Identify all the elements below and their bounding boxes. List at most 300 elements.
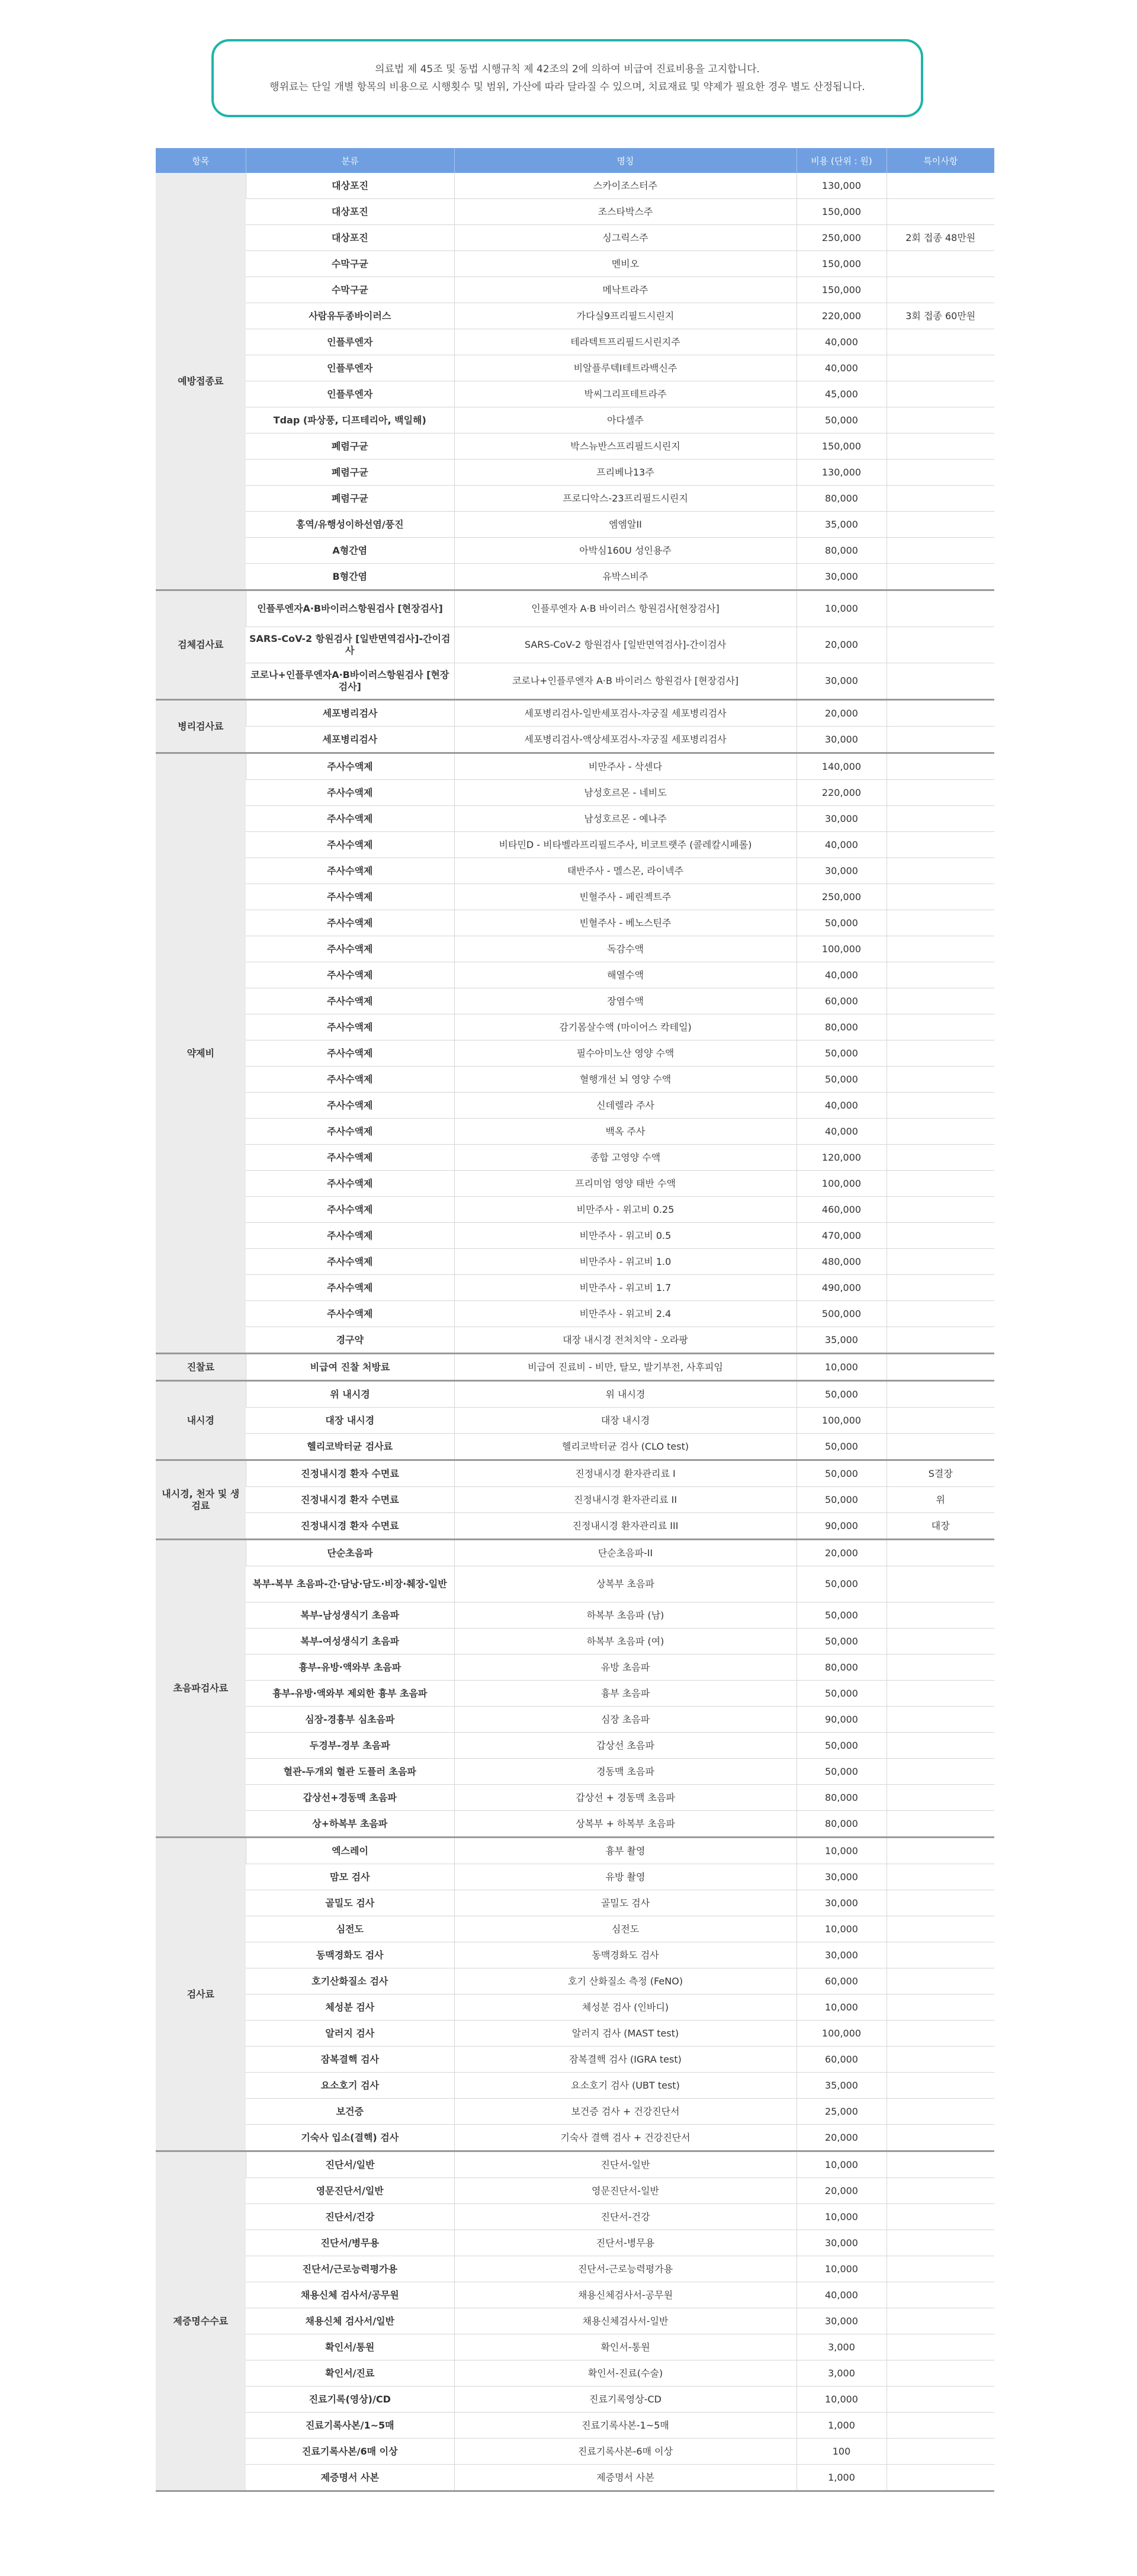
item-name-cell: 보건증 검사 + 건강진단서 [454,2099,796,2125]
classification-cell: 상+하복부 초음파 [246,1811,454,1838]
classification-cell: 인플루엔자A·B바이러스항원검사 [현장검사] [246,590,454,627]
item-name-cell: 확인서-통원 [454,2334,796,2360]
note-cell [887,1014,994,1040]
classification-cell: 경구약 [246,1327,454,1354]
cost-cell: 130,000 [796,460,887,486]
fee-table [156,148,994,2492]
cost-cell: 80,000 [796,538,887,564]
classification-cell: 폐렴구균 [246,486,454,512]
cost-cell: 10,000 [796,1994,887,2021]
note-cell [887,910,994,936]
classification-cell: 심전도 [246,1916,454,1942]
category-cell: 예방접종료 [156,173,246,590]
note-cell [887,1434,994,1460]
table-row [156,1681,994,1707]
note-cell [887,2465,994,2491]
item-name-cell: 혈행개선 뇌 영양 수액 [454,1067,796,1093]
cost-cell: 50,000 [796,1040,887,1067]
note-cell [887,1733,994,1759]
note-cell [887,1629,994,1655]
classification-cell: 진단서/병무용 [246,2230,454,2256]
classification-cell: 혈관-두개외 혈관 도플러 초음파 [246,1759,454,1785]
note-cell: 2회 접종 48만원 [887,225,994,251]
table-row [156,225,994,251]
classification-cell: 맘모 검사 [246,1864,454,1890]
table-row [156,1513,994,1540]
notice-line-2: 행위료는 단일 개별 항목의 비용으로 시행횟수 및 범위, 가산에 따라 달라질 수 있으며, 치료재료 및 약제가 필요한 경우 별도 산정됩니다. [269,81,865,93]
cost-cell: 80,000 [796,486,887,512]
note-cell [887,277,994,303]
header-cost: 비용 (단위 : 원) [796,148,887,173]
table-row [156,2308,994,2334]
cost-cell: 480,000 [796,1249,887,1275]
cost-cell: 10,000 [796,1354,887,1381]
table-row [156,988,994,1014]
note-cell [887,1707,994,1733]
cost-cell: 35,000 [796,1327,887,1354]
classification-cell: 진단서/근로능력평가용 [246,2256,454,2282]
note-cell [887,2439,994,2465]
table-row [156,199,994,225]
classification-cell: 흉부-유방·액와부 초음파 [246,1655,454,1681]
cost-cell: 150,000 [796,251,887,277]
note-cell [887,1681,994,1707]
note-cell [887,1381,994,1408]
cost-cell: 50,000 [796,1733,887,1759]
table-row [156,2282,994,2308]
item-name-cell: 비만주사 - 위고비 2.4 [454,1301,796,1327]
note-cell [887,564,994,590]
cost-cell: 50,000 [796,910,887,936]
table-row [156,1629,994,1655]
note-cell [887,486,994,512]
table-row [156,1354,994,1381]
note-cell: 위 [887,1487,994,1513]
note-cell [887,2230,994,2256]
table-row [156,2204,994,2230]
item-name-cell: 상복부 초음파 [454,1566,796,1602]
cost-cell: 20,000 [796,2125,887,2151]
table-row [156,277,994,303]
table-row [156,251,994,277]
note-cell [887,433,994,460]
cost-cell: 220,000 [796,780,887,806]
table-row [156,753,994,780]
note-cell [887,1145,994,1171]
cost-cell: 10,000 [796,2204,887,2230]
item-name-cell: 경동맥 초음파 [454,1759,796,1785]
classification-cell: 엑스레이 [246,1838,454,1864]
note-cell [887,1811,994,1838]
item-name-cell: 인플루엔자 A·B 바이러스 항원검사[현장검사] [454,590,796,627]
classification-cell: 코로나+인플루엔자A·B바이러스항원검사 [현장검사] [246,663,454,700]
classification-cell: 복부-여성생식기 초음파 [246,1629,454,1655]
note-cell [887,663,994,700]
cost-cell: 30,000 [796,1942,887,1968]
cost-cell: 35,000 [796,512,887,538]
note-cell [887,858,994,884]
item-name-cell: 프리미엄 영양 태반 수액 [454,1171,796,1197]
item-name-cell: 하복부 초음파 (남) [454,1602,796,1629]
item-name-cell: 유방 촬영 [454,1864,796,1890]
item-name-cell: 진정내시경 환자관리료 I [454,1460,796,1487]
table-row [156,512,994,538]
cost-cell: 150,000 [796,199,887,225]
classification-cell: 세포병리검사 [246,700,454,727]
cost-cell: 90,000 [796,1707,887,1733]
table-row [156,303,994,329]
item-name-cell: 대장 내시경 [454,1408,796,1434]
table-row [156,2413,994,2439]
note-cell [887,2282,994,2308]
classification-cell: 대장 내시경 [246,1408,454,1434]
table-row [156,486,994,512]
table-row [156,355,994,381]
table-row [156,1942,994,1968]
cost-cell: 30,000 [796,2308,887,2334]
cost-cell: 50,000 [796,1381,887,1408]
classification-cell: 영문진단서/일반 [246,2178,454,2204]
cost-cell: 50,000 [796,407,887,433]
item-name-cell: 알러지 검사 (MAST test) [454,2021,796,2047]
table-row [156,329,994,355]
cost-cell: 1,000 [796,2413,887,2439]
table-row [156,1759,994,1785]
classification-cell: 대상포진 [246,173,454,199]
note-cell [887,2073,994,2099]
table-row [156,910,994,936]
classification-cell: 주사수액제 [246,753,454,780]
note-cell [887,1968,994,1994]
note-cell: 3회 접종 60만원 [887,303,994,329]
table-row [156,1655,994,1681]
classification-cell: 헬리코박터균 검사료 [246,1434,454,1460]
note-cell [887,329,994,355]
cost-cell: 490,000 [796,1275,887,1301]
note-cell [887,1994,994,2021]
classification-cell: 진료기록사본/6매 이상 [246,2439,454,2465]
cost-cell: 3,000 [796,2334,887,2360]
classification-cell: 주사수액제 [246,1145,454,1171]
cost-cell: 1,000 [796,2465,887,2491]
note-cell [887,1942,994,1968]
item-name-cell: SARS-CoV-2 항원검사 [일반면역검사]-간이검사 [454,627,796,663]
item-name-cell: 진단서-일반 [454,2151,796,2178]
classification-cell: A형간염 [246,538,454,564]
item-name-cell: 비만주사 - 위고비 0.5 [454,1223,796,1249]
classification-cell: SARS-CoV-2 항원검사 [일반면역검사]-간이검사 [246,627,454,663]
table-row [156,1040,994,1067]
item-name-cell: 헬리코박터균 검사 (CLO test) [454,1434,796,1460]
note-cell [887,1119,994,1145]
item-name-cell: 심장 초음파 [454,1707,796,1733]
item-name-cell: 진료기록사본-6매 이상 [454,2439,796,2465]
note-cell [887,1249,994,1275]
table-row [156,1171,994,1197]
note-cell [887,1602,994,1629]
cost-cell: 10,000 [796,2151,887,2178]
note-cell [887,460,994,486]
cost-cell: 40,000 [796,355,887,381]
classification-cell: 주사수액제 [246,1014,454,1040]
item-name-cell: 멘비오 [454,251,796,277]
table-header-row [156,148,994,173]
category-cell: 약제비 [156,753,246,1354]
note-cell [887,1093,994,1119]
item-name-cell: 세포병리검사-일반세포검사-자궁질 세포병리검사 [454,700,796,727]
table-row [156,1838,994,1864]
classification-cell: 대상포진 [246,199,454,225]
note-cell [887,988,994,1014]
item-name-cell: 유박스비주 [454,564,796,590]
table-row [156,1566,994,1602]
note-cell [887,806,994,832]
table-row [156,1275,994,1301]
table-row [156,1602,994,1629]
item-name-cell: 조스타박스주 [454,199,796,225]
classification-cell: 대상포진 [246,225,454,251]
item-name-cell: 감기몸살수액 (마이어스 칵테일) [454,1014,796,1040]
category-cell: 검체검사료 [156,590,246,700]
cost-cell: 100,000 [796,2021,887,2047]
cost-cell: 80,000 [796,1655,887,1681]
item-name-cell: 종합 고영양 수액 [454,1145,796,1171]
item-name-cell: 비만주사 - 삭센다 [454,753,796,780]
note-cell [887,590,994,627]
table-row [156,2073,994,2099]
note-cell [887,2387,994,2413]
note-cell [887,727,994,753]
item-name-cell: 요소호기 검사 (UBT test) [454,2073,796,2099]
category-cell: 초음파검사료 [156,1540,246,1838]
item-name-cell: 확인서-진료(수술) [454,2360,796,2387]
cost-cell: 50,000 [796,1681,887,1707]
cost-cell: 10,000 [796,2256,887,2282]
item-name-cell: 진료기록영상-CD [454,2387,796,2413]
item-name-cell: 비급여 진료비 - 비만, 탈모, 발기부전, 사후피임 [454,1354,796,1381]
table-row [156,1890,994,1916]
table-row [156,1223,994,1249]
notice-line-1: 의료법 제 45조 및 동법 시행규칙 제 42조의 2에 의하여 비급여 진료비용을 고지합니다. [375,63,760,75]
classification-cell: 단순초음파 [246,1540,454,1566]
table-row [156,727,994,753]
table-row [156,663,994,700]
note-cell [887,2151,994,2178]
table-row [156,1434,994,1460]
cost-cell: 50,000 [796,1487,887,1513]
item-name-cell: 테라텍트프리필드시린지주 [454,329,796,355]
classification-cell: 기숙사 입소(결핵) 검사 [246,2125,454,2151]
cost-cell: 40,000 [796,1093,887,1119]
classification-cell: 주사수액제 [246,1249,454,1275]
cost-cell: 50,000 [796,1566,887,1602]
note-cell [887,1759,994,1785]
cost-cell: 30,000 [796,1864,887,1890]
item-name-cell: 채용신체검사서-일반 [454,2308,796,2334]
item-name-cell: 비만주사 - 위고비 1.0 [454,1249,796,1275]
note-cell [887,2413,994,2439]
note-cell [887,2021,994,2047]
classification-cell: 두경부-경부 초음파 [246,1733,454,1759]
item-name-cell: 독감수액 [454,936,796,962]
cost-cell: 35,000 [796,2073,887,2099]
table-row [156,2099,994,2125]
note-cell [887,1890,994,1916]
cost-cell: 10,000 [796,590,887,627]
note-cell [887,1223,994,1249]
classification-cell: 진정내시경 환자 수면료 [246,1460,454,1487]
table-row [156,1707,994,1733]
classification-cell: 주사수액제 [246,858,454,884]
note-cell [887,407,994,433]
classification-cell: 인플루엔자 [246,329,454,355]
note-cell [887,1301,994,1327]
cost-cell: 90,000 [796,1513,887,1540]
note-cell [887,1566,994,1602]
note-cell [887,1171,994,1197]
note-cell [887,381,994,407]
classification-cell: 인플루엔자 [246,381,454,407]
item-name-cell: 기숙사 결핵 검사 + 건강진단서 [454,2125,796,2151]
item-name-cell: 대장 내시경 전처치약 - 오라팡 [454,1327,796,1354]
cost-cell: 130,000 [796,173,887,199]
item-name-cell: 단순초음파-II [454,1540,796,1566]
note-cell [887,753,994,780]
table-row [156,1093,994,1119]
classification-cell: 인플루엔자 [246,355,454,381]
classification-cell: 복부-남성생식기 초음파 [246,1602,454,1629]
classification-cell: 주사수액제 [246,988,454,1014]
note-cell [887,1864,994,1890]
table-row [156,538,994,564]
table-row [156,1460,994,1487]
cost-cell: 40,000 [796,2282,887,2308]
table-row [156,1487,994,1513]
cost-cell: 3,000 [796,2360,887,2387]
cost-cell: 30,000 [796,2230,887,2256]
item-name-cell: 장염수액 [454,988,796,1014]
classification-cell: 확인서/진료 [246,2360,454,2387]
note-cell [887,780,994,806]
item-name-cell: 비만주사 - 위고비 0.25 [454,1197,796,1223]
table-row [156,2125,994,2151]
cost-cell: 60,000 [796,2047,887,2073]
table-row [156,936,994,962]
note-cell [887,884,994,910]
table-row [156,700,994,727]
classification-cell: 제증명서 사본 [246,2465,454,2491]
classification-cell: 주사수액제 [246,1301,454,1327]
cost-cell: 10,000 [796,1916,887,1942]
item-name-cell: 아박심160U 성인용주 [454,538,796,564]
table-row [156,1408,994,1434]
classification-cell: 확인서/통원 [246,2334,454,2360]
table-row [156,627,994,663]
item-name-cell: 빈혈주사 - 페린젝트주 [454,884,796,910]
cost-cell: 50,000 [796,1759,887,1785]
cost-cell: 150,000 [796,277,887,303]
classification-cell: 진료기록사본/1~5매 [246,2413,454,2439]
cost-cell: 50,000 [796,1067,887,1093]
cost-cell: 50,000 [796,1629,887,1655]
table-row [156,2334,994,2360]
cost-cell: 25,000 [796,2099,887,2125]
classification-cell: 흉부-유방·액와부 제외한 흉부 초음파 [246,1681,454,1707]
cost-cell: 10,000 [796,2387,887,2413]
cost-cell: 60,000 [796,988,887,1014]
cost-cell: 40,000 [796,832,887,858]
table-row [156,1249,994,1275]
table-row [156,1145,994,1171]
classification-cell: Tdap (파상풍, 디프테리아, 백일해) [246,407,454,433]
note-cell: 대장 [887,1513,994,1540]
classification-cell: 주사수액제 [246,910,454,936]
note-cell [887,962,994,988]
cost-cell: 20,000 [796,1540,887,1566]
classification-cell: 주사수액제 [246,936,454,962]
item-name-cell: 태반주사 - 멜스몬, 라이넥주 [454,858,796,884]
item-name-cell: 스카이조스터주 [454,173,796,199]
classification-cell: 체성분 검사 [246,1994,454,2021]
table-row [156,173,994,199]
classification-cell: 주사수액제 [246,1093,454,1119]
table-row [156,858,994,884]
note-cell [887,1540,994,1566]
note-cell [887,199,994,225]
table-row [156,1327,994,1354]
classification-cell: 보건증 [246,2099,454,2125]
item-name-cell: 하복부 초음파 (여) [454,1629,796,1655]
classification-cell: 진료기록(영상)/CD [246,2387,454,2413]
cost-cell: 120,000 [796,1145,887,1171]
item-name-cell: 흉부 촬영 [454,1838,796,1864]
header-name: 명칭 [454,148,796,173]
item-name-cell: 박스뉴반스프리필드시린지 [454,433,796,460]
item-name-cell: 진정내시경 환자관리료 II [454,1487,796,1513]
note-cell [887,1040,994,1067]
note-cell [887,355,994,381]
item-name-cell: 잠복결핵 검사 (IGRA test) [454,2047,796,2073]
item-name-cell: 비타민D - 비타벨라프리필드주사, 비코트랫주 (콜레칼시페롤) [454,832,796,858]
note-cell [887,2125,994,2151]
cost-cell: 20,000 [796,2178,887,2204]
note-cell [887,1838,994,1864]
table-row [156,460,994,486]
classification-cell: 위 내시경 [246,1381,454,1408]
table-row [156,1994,994,2021]
item-name-cell: 갑상선 초음파 [454,1733,796,1759]
classification-cell: 세포병리검사 [246,727,454,753]
classification-cell: B형간염 [246,564,454,590]
note-cell [887,2099,994,2125]
item-name-cell: 위 내시경 [454,1381,796,1408]
note-cell [887,2360,994,2387]
table-row [156,780,994,806]
cost-cell: 250,000 [796,884,887,910]
item-name-cell: 해열수액 [454,962,796,988]
item-name-cell: 골밀도 검사 [454,1890,796,1916]
item-name-cell: 진단서-병무용 [454,2230,796,2256]
item-name-cell: 비알플루텍I테트라백신주 [454,355,796,381]
classification-cell: 골밀도 검사 [246,1890,454,1916]
note-cell [887,700,994,727]
classification-cell: 잠복결핵 검사 [246,2047,454,2073]
cost-cell: 220,000 [796,303,887,329]
category-cell: 검사료 [156,1838,246,2151]
item-name-cell: 엠엠알II [454,512,796,538]
note-cell [887,2178,994,2204]
table-row [156,407,994,433]
